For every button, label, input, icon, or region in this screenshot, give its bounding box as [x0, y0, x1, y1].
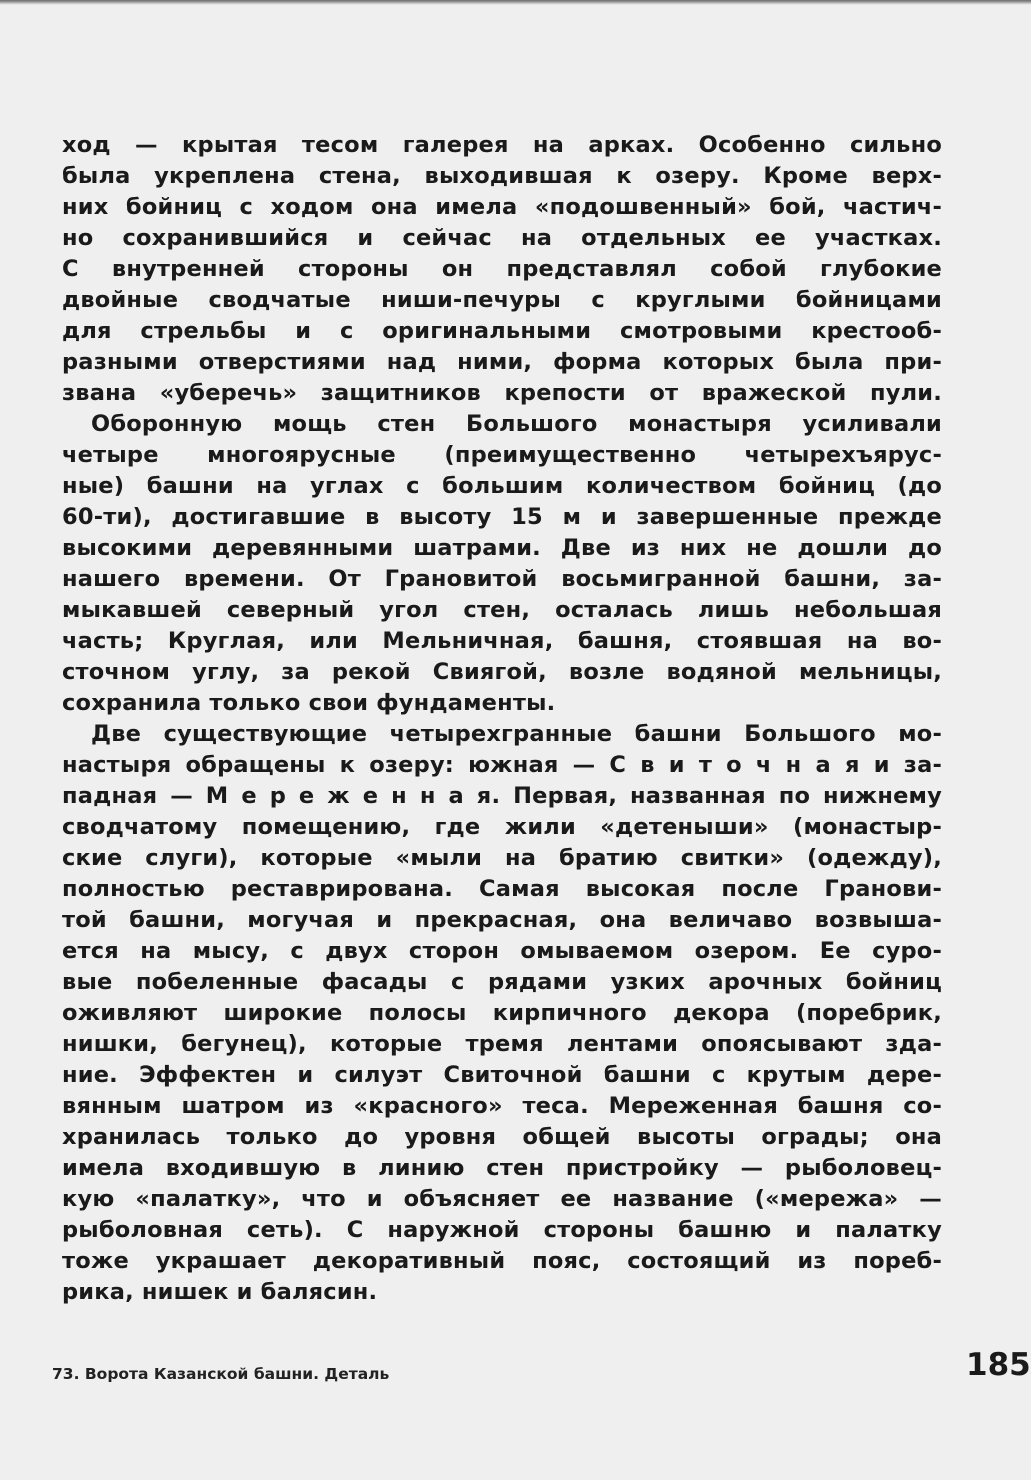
text-line: сводчатому помещению, где жили «детеныши» (монастыр- — [62, 814, 942, 840]
text-line: ется на мысу, с двух сторон омываемом озером. Ее суро- — [62, 938, 942, 964]
text-line: для стрельбы и с оригинальными смотровыми крестооб- — [62, 318, 942, 344]
text-line: часть; Круглая, или Мельничная, башня, стоявшая на во- — [62, 628, 942, 654]
figure-caption: 73. Ворота Казанской башни. Деталь — [52, 1365, 390, 1383]
paragraph-1 — [62, 130, 942, 409]
text-line: сточном углу, за рекой Свиягой, возле водяной мельницы, — [62, 659, 942, 685]
text-line: звана «уберечь» защитников крепости от вражеской пули. — [62, 380, 942, 406]
text-line: четыре многоярусные (преимущественно четырехъярус- — [62, 442, 942, 468]
text-line: тоже украшает декоративный пояс, состоящий из пореб- — [62, 1248, 942, 1274]
text-line: вые побеленные фасады с рядами узких арочных бойниц — [62, 969, 942, 995]
text-line: разными отверстиями над ними, форма которых была при- — [62, 349, 942, 375]
text-line: высокими деревянными шатрами. Две из них не дошли до — [62, 535, 942, 561]
text-line: ские слуги), которые «мыли на братию свитки» (одежду), — [62, 845, 942, 871]
text-line: рыболовная сеть). С наружной стороны башню и палатку — [62, 1217, 942, 1243]
text-line: полностью реставрирована. Самая высокая после Гранови- — [62, 876, 942, 902]
text-line: ход — крытая тесом галерея на арках. Особенно сильно — [62, 132, 942, 158]
text-line: Две существующие четырехгранные башни Большого мо- — [91, 721, 942, 747]
text-line: вянным шатром из «красного» теса. Мереженная башня со- — [62, 1093, 942, 1119]
text-line: С внутренней стороны он представлял собой глубокие — [62, 256, 942, 282]
text-line: хранилась только до уровня общей высоты ограды; она — [62, 1124, 942, 1150]
text-line: была укреплена стена, выходившая к озеру. Кроме верх- — [62, 163, 942, 189]
text-line: падная — М е р е ж е н н а я. Первая, названная по нижнему — [62, 783, 942, 809]
text-line: ние. Эффектен и силуэт Свиточной башни с крутым дере- — [62, 1062, 942, 1088]
text-line: той башни, могучая и прекрасная, она величаво возвыша- — [62, 907, 942, 933]
text-line: Оборонную мощь стен Большого монастыря усиливали — [91, 411, 942, 437]
text-line: рика, нишек и балясин. — [62, 1279, 378, 1305]
text-line: них бойниц с ходом она имела «подошвенный» бой, частич- — [62, 194, 942, 220]
scan-top-edge — [0, 0, 1031, 5]
text-line: мыкавшей северный угол стен, осталась лишь небольшая — [62, 597, 942, 623]
page-number: 185 — [966, 1347, 1031, 1383]
text-line: нашего времени. От Грановитой восьмигранной башни, за- — [62, 566, 942, 592]
text-line: сохранила только свои фундаменты. — [62, 690, 556, 716]
paragraph-2 — [62, 409, 942, 719]
text-line: имела входившую в линию стен пристройку — рыболовец- — [62, 1155, 942, 1181]
text-line: кую «палатку», что и объясняет ее название («мережа» — — [62, 1186, 942, 1212]
text-line: двойные сводчатые ниши-печуры с круглыми бойницами — [62, 287, 942, 313]
body-text — [62, 130, 942, 1308]
text-line: но сохранившийся и сейчас на отдельных ее участках. — [62, 225, 942, 251]
text-line: оживляют широкие полосы кирпичного декора (поребрик, — [62, 1000, 942, 1026]
text-line: 60-ти), достигавшие в высоту 15 м и завершенные прежде — [62, 504, 942, 530]
paragraph-3 — [62, 719, 942, 1308]
text-line: настыря обращены к озеру: южная — С в и т о ч н а я и за- — [62, 752, 942, 778]
text-line: ные) башни на углах с большим количеством бойниц (до — [62, 473, 942, 499]
text-line: нишки, бегунец), которые тремя лентами опоясывают зда- — [62, 1031, 942, 1057]
